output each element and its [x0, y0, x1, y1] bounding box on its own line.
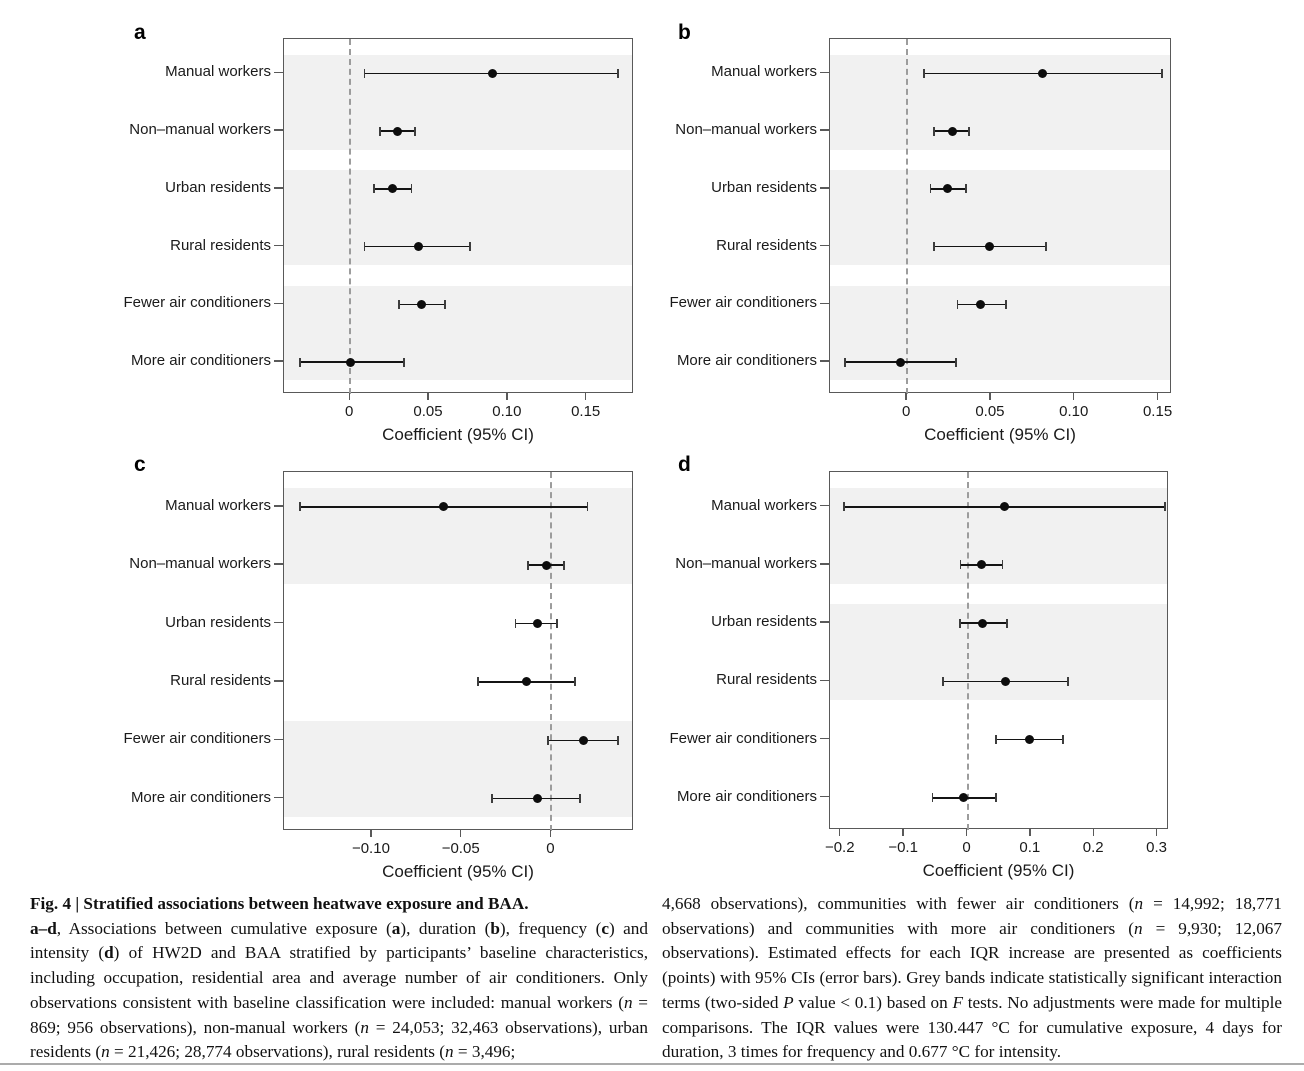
category-label: More air conditioners [130, 352, 271, 370]
bottom-divider-rule [0, 1063, 1304, 1065]
ci-cap-left [942, 677, 944, 686]
point-estimate [488, 69, 497, 78]
ci-cap-right [556, 619, 558, 628]
x-axis-title: Coefficient (95% CI) [382, 862, 534, 881]
caption-text-segment: a–d [30, 918, 57, 938]
ci-cap-right [587, 502, 589, 511]
category-axis-tick [820, 680, 829, 681]
caption-text-segment: P [783, 992, 794, 1012]
x-axis-tick [1073, 393, 1074, 400]
category-axis-tick [274, 797, 283, 798]
caption-text-segment: n [444, 1042, 454, 1062]
significant-band [284, 55, 632, 150]
panel-label-b: b [678, 21, 691, 44]
point-estimate [1001, 677, 1010, 686]
zero-dashed-line [550, 472, 552, 831]
caption-text-segment: b [490, 918, 500, 938]
ci-cap-left [398, 300, 400, 309]
category-label: Manual workers [165, 63, 271, 81]
category-axis-tick [274, 245, 283, 246]
caption-text-segment: n [1134, 894, 1144, 913]
x-axis-tick [989, 393, 990, 400]
point-estimate [579, 736, 588, 745]
caption-text-segment: ), duration ( [400, 918, 491, 938]
significant-band [830, 488, 1167, 584]
ci-cap-left [995, 735, 997, 744]
point-estimate [533, 619, 542, 628]
caption-text-segment: n [360, 1017, 369, 1037]
significant-band [830, 286, 1170, 381]
caption-text-segment: a [391, 918, 401, 938]
category-axis-tick [274, 622, 283, 623]
category-axis-tick [820, 72, 829, 73]
category-label: More air conditioners [130, 788, 271, 806]
category-axis-tick [274, 360, 283, 361]
caption-text-segment: n [1133, 918, 1143, 938]
ci-cap-left [957, 300, 959, 309]
ci-cap-right [579, 794, 581, 803]
category-label: Non–manual workers [675, 554, 817, 572]
ci-cap-right [469, 242, 471, 251]
point-estimate [417, 300, 426, 309]
x-axis-tick [1029, 829, 1030, 836]
caption-text-segment: = 9,930; 12,067 observations). Estimated effects for each IQR increase are presented as coefficients (points) with 95% CIs (error bars). Grey bands indicate statistically significant interaction terms (two-sided [662, 918, 1282, 1012]
x-axis-tick [370, 830, 371, 837]
category-label: Rural residents [170, 671, 271, 689]
caption-text-segment: 4,668 observations), communities with fewer air conditioners ( [662, 894, 1135, 913]
x-tick-label: 0.3 [1146, 839, 1168, 856]
ci-cap-right [414, 127, 416, 136]
x-axis-tick [1093, 829, 1094, 836]
category-label: Fewer air conditioners [669, 294, 817, 312]
x-tick-label: 0 [546, 840, 555, 857]
category-axis-tick [820, 129, 829, 130]
caption-text-segment: c [601, 918, 609, 938]
ci-cap-left [933, 127, 935, 136]
category-label: Rural residents [716, 671, 817, 689]
ci-cap-right [995, 793, 997, 802]
category-label: Urban residents [165, 613, 271, 631]
category-axis-tick [820, 796, 829, 797]
caption-text-segment: = 3,496; [453, 1042, 516, 1062]
plot-area [829, 471, 1168, 829]
category-label: Fewer air conditioners [123, 294, 271, 312]
category-label: Fewer air conditioners [123, 730, 271, 748]
x-tick-label: −0.05 [441, 840, 480, 857]
category-axis-tick [274, 680, 283, 681]
x-tick-label: 0 [345, 403, 354, 420]
significant-band [284, 488, 632, 584]
category-label: Urban residents [165, 178, 271, 196]
ci-cap-left [379, 127, 381, 136]
ci-cap-right [1164, 502, 1166, 511]
x-tick-label: 0.10 [1059, 403, 1089, 420]
significant-band [284, 286, 632, 381]
ci-cap-right [411, 184, 413, 193]
category-axis-tick [274, 303, 283, 304]
ci-cap-left [477, 677, 479, 686]
point-estimate [414, 242, 423, 251]
x-tick-label: 0 [901, 403, 911, 420]
point-estimate [985, 242, 994, 251]
caption-text-segment: = 869; 956 observations), non-manual workers ( [30, 992, 648, 1037]
x-axis-tick [460, 830, 461, 837]
caption-text-segment: ) and intensity ( [30, 918, 648, 963]
x-tick-label: −0.2 [824, 839, 855, 856]
x-axis-tick [585, 393, 586, 400]
figure-caption-title [30, 892, 648, 917]
figure-caption-right-column [662, 892, 1282, 1065]
category-axis-tick [820, 563, 829, 564]
x-axis-tick [550, 830, 551, 837]
ci-cap-left [515, 619, 517, 628]
x-axis-tick [902, 829, 903, 836]
category-label: Manual workers [711, 63, 817, 81]
point-estimate [948, 127, 957, 136]
x-tick-label: −0.1 [888, 839, 918, 856]
x-axis-title: Coefficient (95% CI) [922, 861, 1075, 880]
ci-cap-right [1005, 300, 1007, 309]
ci-cap-left [547, 736, 549, 745]
category-label: Non–manual workers [129, 555, 271, 573]
caption-text-segment: ), frequency ( [499, 918, 602, 938]
category-label: Fewer air conditioners [669, 729, 817, 747]
caption-text-segment: value < 0.1) based on [793, 992, 953, 1012]
category-axis-tick [274, 187, 283, 188]
category-axis-tick [274, 72, 283, 73]
category-axis-tick [820, 621, 829, 622]
category-axis-tick [274, 739, 283, 740]
caption-text-segment: = 21,426; 28,774 observations), rural residents ( [109, 1042, 445, 1062]
zero-dashed-line [906, 39, 908, 394]
caption-text-segment: n [623, 992, 633, 1012]
ci-cap-right [1045, 242, 1047, 251]
x-axis-tick [839, 829, 840, 836]
caption-text-segment: F [952, 992, 963, 1012]
point-estimate [542, 561, 551, 570]
category-label: Rural residents [170, 236, 271, 254]
x-axis-tick [349, 393, 350, 400]
panel-label-d: d [678, 453, 691, 476]
figure-caption-right-body [662, 892, 1282, 1065]
ci-cap-left [364, 242, 366, 251]
category-label: More air conditioners [676, 352, 817, 370]
category-label: Rural residents [716, 236, 817, 254]
plot-area [283, 471, 633, 830]
caption-text-segment: ) of HW2D and BAA stratified by participants’ baseline characteristics, including occupation, residential area and average number of air conditioners. Only observations consistent with baseline classification were included: manual workers ( [30, 943, 648, 1012]
category-axis-tick [820, 303, 829, 304]
ci-cap-right [1067, 677, 1069, 686]
panel-label-a: a [134, 21, 146, 44]
significant-band [284, 170, 632, 265]
x-axis-tick [905, 393, 906, 400]
caption-text-segment: , Associations between cumulative exposure ( [56, 918, 392, 938]
ci-cap-left [527, 561, 529, 570]
point-estimate [346, 358, 355, 367]
caption-text-segment: = 24,053; 32,463 observations), urban residents ( [30, 1017, 649, 1062]
category-axis-tick [820, 738, 829, 739]
panel-label-c: c [134, 453, 146, 476]
ci-cap-right [444, 300, 446, 309]
category-axis-tick [820, 187, 829, 188]
category-axis-tick [820, 360, 829, 361]
category-label: Non–manual workers [675, 121, 817, 139]
ci-cap-left [960, 560, 962, 569]
plot-area [283, 38, 633, 393]
x-tick-label: 0.1 [1019, 839, 1041, 856]
category-axis-tick [820, 505, 829, 506]
x-tick-label: −0.10 [351, 840, 390, 857]
ci-cap-right [1062, 735, 1064, 744]
ci-cap-left [299, 502, 301, 511]
point-estimate [896, 358, 905, 367]
x-tick-label: 0.10 [492, 403, 522, 420]
category-axis-tick [274, 505, 283, 506]
ci-cap-right [955, 358, 957, 367]
ci-cap-right [1006, 619, 1008, 628]
significant-band [830, 604, 1167, 700]
x-tick-label: 0.15 [571, 403, 601, 420]
category-label: Non–manual workers [129, 121, 271, 139]
caption-text-segment: Fig. 4 | Stratified associations between heatwave exposure and BAA. [30, 894, 529, 913]
x-axis-tick [427, 393, 428, 400]
point-estimate [522, 677, 531, 686]
x-tick-label: 0 [962, 839, 971, 856]
category-axis-tick [820, 245, 829, 246]
point-estimate [959, 793, 968, 802]
caption-text-segment: tests. No adjustments were made for multiple comparisons. The IQR values were 130.447 °C for cumulative exposure, 4 days for duration, 3 times for frequency and 0.677 °C for intensity. [662, 992, 1282, 1062]
ci-cap-right [563, 561, 565, 570]
x-axis-tick [1156, 829, 1157, 836]
ci-cap-left [843, 502, 845, 511]
zero-dashed-line [967, 472, 969, 830]
ci-cap-right [574, 677, 576, 686]
category-label: More air conditioners [676, 787, 817, 805]
point-estimate [533, 794, 542, 803]
ci-cap-left [491, 794, 493, 803]
category-label: Urban residents [711, 613, 817, 631]
caption-text-segment: = 14,992; 18,771 observations) and communities with more air conditioners ( [662, 894, 1283, 938]
category-axis-tick [274, 563, 283, 564]
point-estimate [978, 619, 987, 628]
ci-cap-left [933, 242, 935, 251]
x-tick-label: 0.15 [1142, 403, 1173, 420]
point-estimate [1025, 735, 1034, 744]
category-label: Manual workers [711, 496, 817, 514]
ci-cap-left [959, 619, 961, 628]
x-axis-tick [966, 829, 967, 836]
x-tick-label: 0.2 [1082, 839, 1104, 856]
category-axis-tick [274, 129, 283, 130]
caption-text-segment: n [101, 1042, 110, 1062]
ci-cap-left [364, 69, 366, 78]
ci-cap-right [968, 127, 970, 136]
ci-cap-left [373, 184, 375, 193]
caption-text-segment: d [104, 943, 114, 963]
ci-cap-left [932, 793, 934, 802]
significant-band [830, 55, 1170, 150]
ci-cap-left [930, 184, 932, 193]
ci-cap-left [299, 358, 301, 367]
x-tick-label: 0.05 [975, 403, 1005, 420]
figure-caption-left-body [30, 917, 648, 1065]
x-axis-title: Coefficient (95% CI) [382, 425, 534, 444]
ci-cap-right [1002, 560, 1004, 569]
x-axis-tick [506, 393, 507, 400]
ci-cap-right [403, 358, 405, 367]
x-axis-title: Coefficient (95% CI) [924, 425, 1076, 444]
ci-cap-left [844, 358, 846, 367]
category-label: Manual workers [165, 496, 271, 514]
ci-cap-left [923, 69, 925, 78]
point-estimate [393, 127, 402, 136]
ci-cap-right [1161, 69, 1163, 78]
significant-band [830, 170, 1170, 265]
x-axis-tick [1157, 393, 1158, 400]
plot-area [829, 38, 1171, 393]
x-tick-label: 0.05 [413, 403, 443, 420]
figure-caption-left-column [30, 892, 648, 1065]
category-label: Urban residents [711, 178, 817, 196]
ci-cap-right [965, 184, 967, 193]
zero-dashed-line [349, 39, 351, 394]
